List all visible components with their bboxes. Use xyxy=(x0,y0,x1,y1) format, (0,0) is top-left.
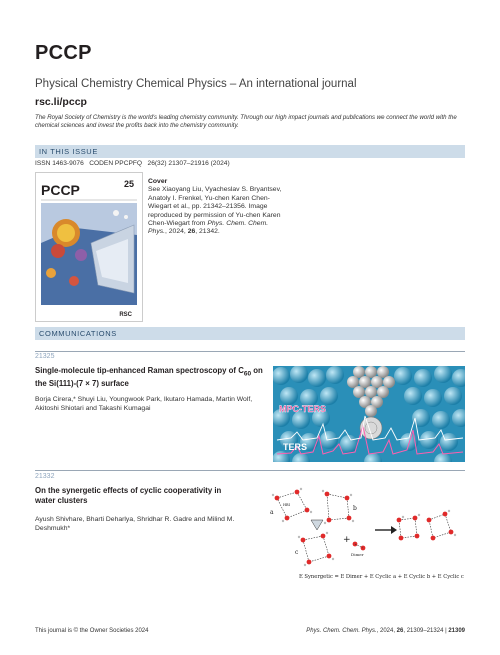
footer-separator: | xyxy=(443,628,449,634)
section-label: IN THIS ISSUE xyxy=(39,147,98,156)
plus-sign: + xyxy=(343,535,351,545)
article-title[interactable]: On the synergetic effects of cyclic cooperativity in water clusters xyxy=(35,486,222,505)
issue-info xyxy=(35,160,230,167)
coden: CODEN PPCPFQ xyxy=(89,160,143,167)
cover-journal-ref: Phys. Chem. Chem. Phys. xyxy=(148,220,269,236)
cover-journal-title: PCCP xyxy=(41,182,80,198)
article-authors: Borja Cirera,* Shuyi Liu, Youngwook Park, Ikutaro Hamada, Martin Wolf, Akitoshi Shiotari and Takashi Kumagai xyxy=(35,396,253,412)
cluster-label-a: a xyxy=(270,509,274,516)
in-this-issue-header xyxy=(35,145,465,158)
footer-citation xyxy=(290,628,465,634)
cover-caption: Cover See Xiaoyang Liu, Vyacheslav S. Bryantsev, Anatoly I. Frenkel, Yu-chen Karen Chen-Wiegart et al., pp. 21342–21356. Image reproduced by permission of Yu-chen Karen Chen-Wiegart from Phys. Chem. Chem. Phys., 2024, 26, 21342. xyxy=(148,178,288,237)
article-title-part1: Single-molecule tip-enhanced Raman spectroscopy of C xyxy=(35,366,244,375)
cluster-label-b: b xyxy=(353,505,357,512)
article-authors: Ayush Shivhare, Bharti Deharlya, Shridhar R. Gadre and Milind M. Deshmukh* xyxy=(35,516,235,532)
article-page-number: 21325 xyxy=(35,353,55,360)
article-title-subscript: 60 xyxy=(243,370,252,378)
volume-info: 26(32) 21307–21916 (2024) xyxy=(147,160,230,167)
article-title-part2: on the Si(111)-(7 × 7) surface xyxy=(35,366,263,389)
footer-pages: , 21309–21324 xyxy=(403,628,444,634)
ters-label: TERS xyxy=(283,442,308,452)
cluster-label-c: c xyxy=(295,549,299,556)
hbi-label: HBI xyxy=(283,503,291,507)
article-divider xyxy=(35,470,465,471)
journal-title: PCCP xyxy=(35,42,92,64)
cover-volume: 26 xyxy=(187,228,196,236)
footer-journal: Phys. Chem. Chem. Phys. xyxy=(306,628,377,634)
cover-label: Cover xyxy=(148,178,168,185)
footer-page-number: 21309 xyxy=(448,628,465,634)
article-title[interactable] xyxy=(35,366,270,389)
cover-page: , 21342. xyxy=(195,228,220,236)
communications-header xyxy=(35,327,465,340)
cover-rsc-logo: RSC xyxy=(119,312,132,318)
cover-year: 2024, xyxy=(168,228,188,236)
footer-volume: 26 xyxy=(396,628,404,634)
synergetic-equation: E Synergetic = E Dimer + E Cyclic a + E Cyclic b + E Cyclic c xyxy=(299,574,464,580)
journal-subtitle: Physical Chemistry Chemical Physics – An international journal xyxy=(35,78,357,90)
dimer-label: Dimer xyxy=(351,552,364,557)
footer-year: , 2024, xyxy=(376,628,397,634)
ters-graphic[interactable] xyxy=(273,366,465,462)
mpc-ters-label: MPC-TERS xyxy=(279,404,326,414)
cover-illustration xyxy=(36,173,142,321)
article-divider xyxy=(35,351,465,352)
rsc-description: The Royal Society of Chemistry is the world's leading chemistry community. Through our high impact journals and publications we connect the world with the chemical sciences and invest the profits back into the chemistry community. xyxy=(35,114,457,129)
section-label: COMMUNICATIONS xyxy=(39,329,117,338)
article-page-number: 21332 xyxy=(35,473,55,480)
water-cluster-illustration xyxy=(263,484,465,584)
ters-illustration xyxy=(273,366,465,462)
cover-issue-number: 25 xyxy=(123,179,134,189)
cover-image[interactable] xyxy=(35,172,143,322)
water-cluster-graphic[interactable] xyxy=(263,484,465,584)
cover-text: See Xiaoyang Liu, Vyacheslav S. Bryantsev, Anatoly I. Frenkel, Yu-chen Karen Chen-Wiegart et al., pp. 21342–21356. Image reproduced by permission of Yu-chen Karen Chen-Wiegart from xyxy=(148,186,282,228)
footer-copyright: This journal is © the Owner Societies 2024 xyxy=(35,628,149,634)
journal-url-link[interactable]: rsc.li/pccp xyxy=(35,96,87,108)
issn: ISSN 1463-9076 xyxy=(35,160,84,167)
